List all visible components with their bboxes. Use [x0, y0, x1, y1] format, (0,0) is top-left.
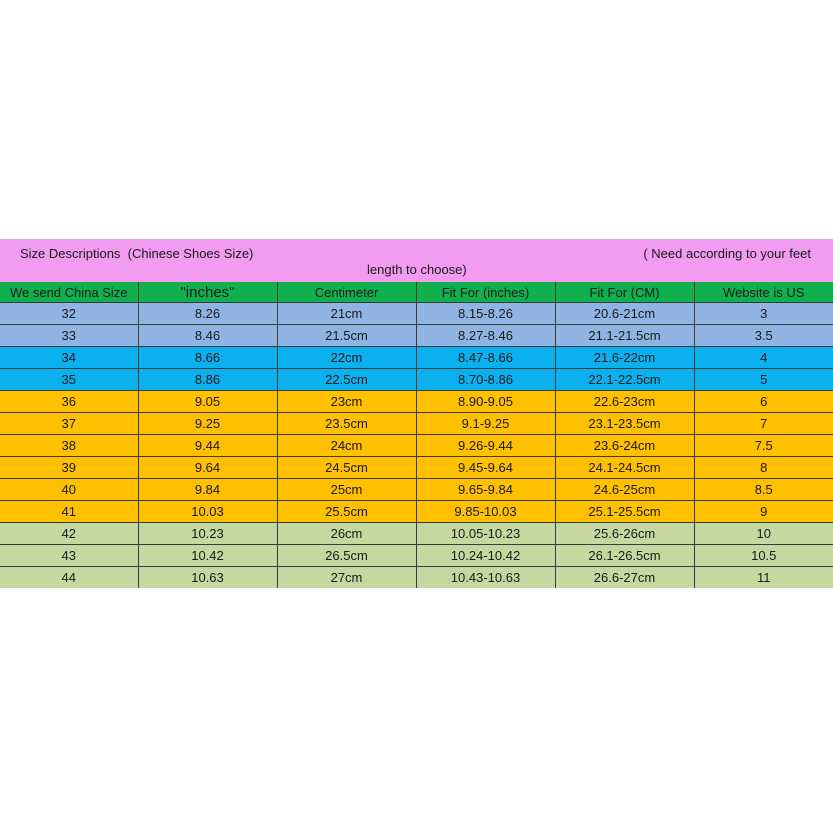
col-header-inches: "inches" [138, 282, 277, 303]
cell-centimeter: 25cm [277, 479, 416, 501]
cell-us-size: 4 [694, 347, 833, 369]
cell-fit-inches: 8.47-8.66 [416, 347, 555, 369]
cell-centimeter: 25.5cm [277, 501, 416, 523]
cell-centimeter: 23.5cm [277, 413, 416, 435]
cell-fit-cm: 23.1-23.5cm [555, 413, 694, 435]
cell-centimeter: 21.5cm [277, 325, 416, 347]
cell-centimeter: 21cm [277, 303, 416, 325]
cell-us-size: 8 [694, 457, 833, 479]
banner-title: Size Descriptions (Chinese Shoes Size) [20, 246, 254, 261]
cell-china-size: 39 [0, 457, 138, 479]
cell-fit-cm: 22.1-22.5cm [555, 369, 694, 391]
cell-us-size: 10 [694, 523, 833, 545]
header-row [0, 282, 833, 303]
cell-fit-cm: 25.1-25.5cm [555, 501, 694, 523]
table-row [0, 391, 833, 413]
cell-fit-inches: 8.90-9.05 [416, 391, 555, 413]
cell-centimeter: 23cm [277, 391, 416, 413]
cell-china-size: 33 [0, 325, 138, 347]
cell-china-size: 42 [0, 523, 138, 545]
cell-fit-cm: 23.6-24cm [555, 435, 694, 457]
cell-fit-cm: 25.6-26cm [555, 523, 694, 545]
col-header-centimeter: Centimeter [277, 282, 416, 303]
col-header-fit-inches: Fit For (inches) [416, 282, 555, 303]
cell-inches: 9.44 [138, 435, 277, 457]
cell-centimeter: 26.5cm [277, 545, 416, 567]
cell-fit-inches: 10.43-10.63 [416, 567, 555, 589]
banner-note-continued: length to choose) [367, 262, 467, 277]
cell-inches: 9.84 [138, 479, 277, 501]
cell-inches: 10.23 [138, 523, 277, 545]
cell-inches: 9.25 [138, 413, 277, 435]
cell-fit-cm: 20.6-21cm [555, 303, 694, 325]
cell-us-size: 3 [694, 303, 833, 325]
cell-fit-cm: 26.1-26.5cm [555, 545, 694, 567]
cell-fit-cm: 21.6-22cm [555, 347, 694, 369]
cell-china-size: 44 [0, 567, 138, 589]
cell-china-size: 43 [0, 545, 138, 567]
cell-us-size: 11 [694, 567, 833, 589]
cell-inches: 10.42 [138, 545, 277, 567]
table-row [0, 413, 833, 435]
cell-china-size: 32 [0, 303, 138, 325]
cell-fit-inches: 9.45-9.64 [416, 457, 555, 479]
cell-us-size: 9 [694, 501, 833, 523]
cell-fit-inches: 10.05-10.23 [416, 523, 555, 545]
cell-fit-inches: 9.85-10.03 [416, 501, 555, 523]
table-row [0, 501, 833, 523]
cell-inches: 8.66 [138, 347, 277, 369]
cell-inches: 10.63 [138, 567, 277, 589]
table-row [0, 567, 833, 589]
cell-us-size: 7 [694, 413, 833, 435]
col-header-china-size: We send China Size [0, 282, 138, 303]
cell-us-size: 7.5 [694, 435, 833, 457]
cell-fit-inches: 8.27-8.46 [416, 325, 555, 347]
cell-fit-cm: 22.6-23cm [555, 391, 694, 413]
cell-china-size: 41 [0, 501, 138, 523]
cell-fit-inches: 8.15-8.26 [416, 303, 555, 325]
table-row [0, 325, 833, 347]
cell-centimeter: 22cm [277, 347, 416, 369]
cell-inches: 10.03 [138, 501, 277, 523]
cell-inches: 8.46 [138, 325, 277, 347]
cell-us-size: 5 [694, 369, 833, 391]
cell-fit-inches: 8.70-8.86 [416, 369, 555, 391]
table-row [0, 369, 833, 391]
cell-fit-cm: 21.1-21.5cm [555, 325, 694, 347]
cell-inches: 9.64 [138, 457, 277, 479]
cell-centimeter: 26cm [277, 523, 416, 545]
col-header-us-size: Website is US [694, 282, 833, 303]
table-row [0, 523, 833, 545]
table-row [0, 457, 833, 479]
cell-inches: 8.26 [138, 303, 277, 325]
size-rows [0, 303, 833, 589]
table-row [0, 545, 833, 567]
table-row [0, 435, 833, 457]
size-table [0, 282, 833, 588]
cell-china-size: 37 [0, 413, 138, 435]
cell-fit-inches: 9.26-9.44 [416, 435, 555, 457]
cell-fit-cm: 26.6-27cm [555, 567, 694, 589]
cell-china-size: 35 [0, 369, 138, 391]
cell-china-size: 34 [0, 347, 138, 369]
cell-fit-cm: 24.6-25cm [555, 479, 694, 501]
cell-centimeter: 22.5cm [277, 369, 416, 391]
cell-china-size: 40 [0, 479, 138, 501]
banner-note: ( Need according to your feet [643, 246, 811, 261]
col-header-fit-cm: Fit For (CM) [555, 282, 694, 303]
cell-fit-cm: 24.1-24.5cm [555, 457, 694, 479]
table-row [0, 479, 833, 501]
cell-centimeter: 27cm [277, 567, 416, 589]
cell-centimeter: 24cm [277, 435, 416, 457]
cell-fit-inches: 10.24-10.42 [416, 545, 555, 567]
cell-us-size: 3.5 [694, 325, 833, 347]
cell-china-size: 38 [0, 435, 138, 457]
cell-centimeter: 24.5cm [277, 457, 416, 479]
cell-us-size: 6 [694, 391, 833, 413]
cell-inches: 8.86 [138, 369, 277, 391]
cell-china-size: 36 [0, 391, 138, 413]
cell-us-size: 10.5 [694, 545, 833, 567]
cell-inches: 9.05 [138, 391, 277, 413]
table-row [0, 347, 833, 369]
size-chart-banner [0, 239, 833, 282]
cell-fit-inches: 9.65-9.84 [416, 479, 555, 501]
cell-us-size: 8.5 [694, 479, 833, 501]
table-row [0, 303, 833, 325]
size-chart [0, 239, 833, 588]
cell-fit-inches: 9.1-9.25 [416, 413, 555, 435]
